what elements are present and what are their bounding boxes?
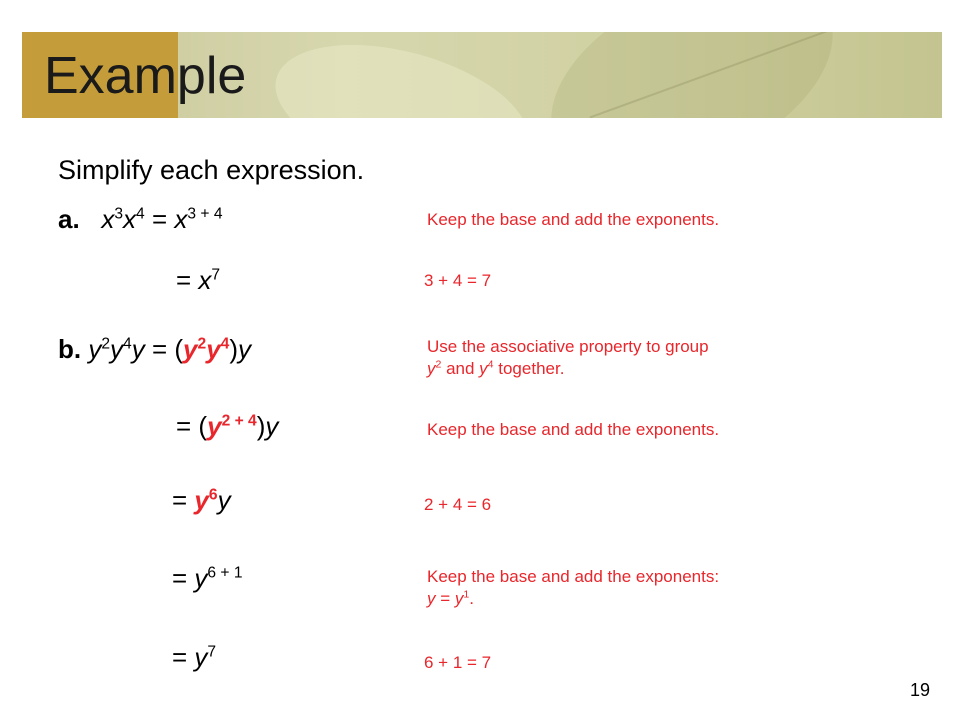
math-paren: ) bbox=[256, 411, 266, 441]
part-b-step-5 bbox=[172, 641, 216, 673]
math-exp: 4 bbox=[487, 358, 494, 371]
note-line bbox=[427, 588, 719, 610]
banner-leaf-texture bbox=[520, 32, 864, 118]
part-b-note-4 bbox=[427, 566, 719, 610]
math-var: y bbox=[238, 334, 252, 364]
math-var: y bbox=[427, 359, 436, 378]
part-b-step-3 bbox=[172, 484, 231, 516]
math-exp: 2 bbox=[101, 335, 111, 353]
note-text: together. bbox=[493, 359, 565, 378]
note-text: and bbox=[441, 359, 480, 378]
math-var: y bbox=[183, 334, 198, 364]
math-exp: 7 bbox=[211, 266, 221, 284]
banner-leaf-texture bbox=[261, 32, 543, 118]
math-exp: 2 bbox=[197, 335, 207, 353]
math-var: y bbox=[265, 411, 279, 441]
math-var: y bbox=[131, 334, 145, 364]
math-equals: = bbox=[176, 411, 192, 441]
part-b-label: b. bbox=[58, 334, 82, 364]
math-equals: = bbox=[151, 334, 168, 364]
math-exp: 3 + 4 bbox=[187, 205, 223, 223]
part-a-note-2: 3 + 4 = 7 bbox=[424, 271, 492, 290]
math-var: y bbox=[217, 485, 231, 515]
math-exp: 4 bbox=[123, 335, 132, 353]
part-b-step-4 bbox=[172, 562, 243, 594]
slide-title: Example bbox=[44, 47, 247, 105]
math-exp: 1 bbox=[463, 588, 470, 601]
page-number: 19 bbox=[909, 680, 930, 700]
math-var: x bbox=[198, 265, 212, 295]
part-a-step-1 bbox=[58, 203, 223, 235]
math-equals: = bbox=[172, 642, 188, 672]
part-b-note-3: 2 + 4 = 6 bbox=[424, 495, 492, 514]
part-a-note-1: Keep the base and add the exponents. bbox=[427, 210, 720, 229]
math-exp: 2 bbox=[435, 358, 442, 371]
math-equals: = bbox=[151, 204, 168, 234]
part-a-step-2 bbox=[176, 264, 220, 296]
math-exp: 4 bbox=[136, 205, 145, 223]
part-b-note-5: 6 + 1 = 7 bbox=[424, 653, 492, 672]
part-b-note-2: Keep the base and add the exponents. bbox=[427, 420, 720, 439]
math-var: x bbox=[174, 204, 188, 234]
math-paren: ) bbox=[229, 334, 239, 364]
math-equals: = bbox=[172, 485, 188, 515]
math-var: y bbox=[427, 589, 436, 608]
math-var: y bbox=[194, 485, 209, 515]
math-exp: 3 bbox=[114, 205, 124, 223]
note-line: Keep the base and add the exponents: bbox=[427, 567, 720, 586]
math-var: y bbox=[454, 589, 464, 608]
math-paren: ( bbox=[174, 334, 184, 364]
note-text: . bbox=[469, 589, 474, 608]
math-exp: 4 bbox=[220, 335, 230, 353]
math-paren: ( bbox=[198, 411, 208, 441]
math-var: y bbox=[88, 334, 102, 364]
note-line bbox=[427, 358, 709, 380]
math-exp: 6 + 1 bbox=[207, 564, 243, 582]
math-var: y bbox=[206, 334, 221, 364]
note-line: Use the associative property to group bbox=[427, 337, 709, 356]
intro-text: Simplify each expression. bbox=[58, 155, 365, 185]
math-var: x bbox=[123, 204, 137, 234]
math-var: y bbox=[194, 642, 208, 672]
part-b-step-1 bbox=[58, 333, 251, 365]
math-equals: = bbox=[172, 563, 188, 593]
math-equals: = bbox=[176, 265, 192, 295]
part-b-note-1 bbox=[427, 336, 709, 380]
part-b-step-2 bbox=[176, 410, 278, 442]
math-var: y bbox=[479, 359, 488, 378]
math-var: x bbox=[101, 204, 115, 234]
math-exp: 2 + 4 bbox=[221, 412, 257, 430]
part-a-label: a. bbox=[58, 204, 80, 234]
note-text: = bbox=[435, 589, 455, 608]
math-var: y bbox=[207, 411, 222, 441]
math-var: y bbox=[110, 334, 124, 364]
math-exp: 6 bbox=[208, 486, 218, 504]
math-exp: 7 bbox=[207, 643, 217, 661]
math-var: y bbox=[194, 563, 208, 593]
